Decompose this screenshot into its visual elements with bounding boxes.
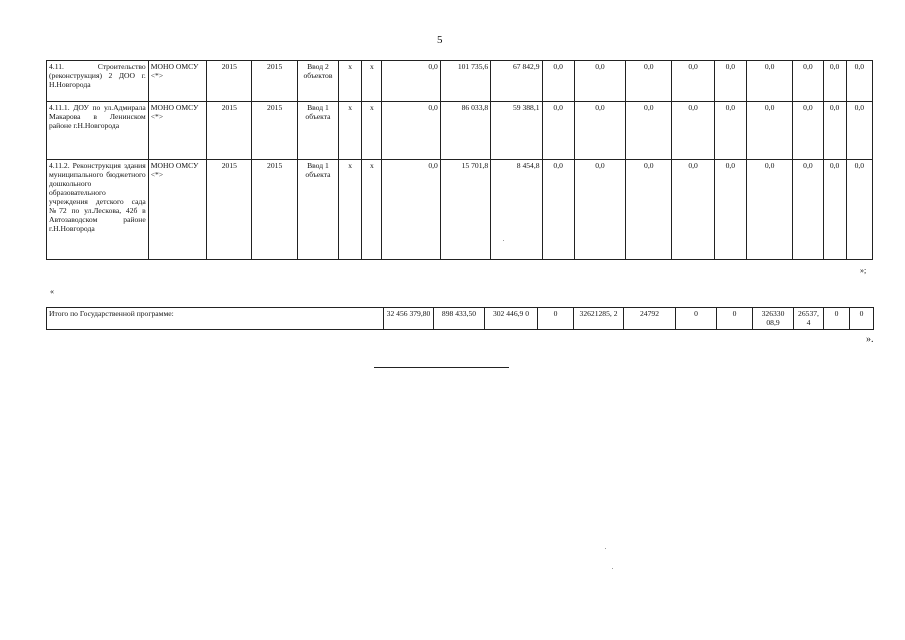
cell-value-cell: 0,0 [626,102,672,160]
cell-executor: МОНО ОМСУ <*> [148,102,206,160]
table-row [47,61,873,102]
scan-speck [503,240,504,241]
total-value-cell: 0 [717,308,753,330]
cell-value-cell: 0,0 [793,61,823,102]
table-closing-mark: »; [860,266,867,275]
cell-end-year: 2015 [252,102,297,160]
cell-indicator: Ввод 1 объекта [297,102,338,160]
cell-value-cell: 0,0 [714,102,746,160]
table-row [47,160,873,260]
cell-x-mark: x [362,102,382,160]
cell-value-cell: 0,0 [714,160,746,260]
separator-line [374,367,509,368]
cell-value-cell: 0,0 [574,102,625,160]
total-table [46,307,874,330]
cell-end-year: 2015 [252,61,297,102]
cell-start-year: 2015 [207,61,252,102]
cell-value-cell: 0,0 [714,61,746,102]
cell-name: 4.11.1. ДОУ по ул.Адмирала Макарова в Ленинском районе г.Н.Новгорода [47,102,149,160]
scan-speck [612,568,613,569]
total-value-cell: 0 [824,308,850,330]
total-value-cell: 26537, 4 [794,308,824,330]
cell-value-cell: 0,0 [382,61,440,102]
cell-executor: МОНО ОМСУ <*> [148,61,206,102]
cell-x-mark: x [362,61,382,102]
cell-start-year: 2015 [207,160,252,260]
cell-value-cell: 0,0 [846,61,872,102]
cell-value-cell: 0,0 [626,160,672,260]
program-activities-table [46,60,873,260]
cell-value-cell: 0,0 [626,61,672,102]
cell-value-cell: 86 033,8 [440,102,490,160]
cell-indicator: Ввод 1 объекта [297,160,338,260]
total-row [47,308,874,330]
cell-value-cell: 0,0 [672,160,714,260]
closing-quote: ». [866,334,874,345]
cell-end-year: 2015 [252,160,297,260]
total-value-cell: 24792 [624,308,676,330]
cell-x-mark: x [362,160,382,260]
cell-value-cell: 0,0 [382,160,440,260]
cell-value-cell: 101 735,6 [440,61,490,102]
cell-value-cell: 0,0 [574,61,625,102]
scan-speck [605,548,606,549]
cell-x-mark: x [339,102,362,160]
cell-value-cell: 0,0 [746,61,792,102]
cell-value-cell: 0,0 [542,160,574,260]
cell-value-cell: 59 388,1 [491,102,542,160]
total-value-cell: 32621285, 2 [574,308,624,330]
cell-value-cell: 0,0 [542,102,574,160]
cell-value-cell: 0,0 [823,160,846,260]
cell-start-year: 2015 [207,102,252,160]
cell-value-cell: 67 842,9 [491,61,542,102]
cell-x-mark: x [339,61,362,102]
total-value-cell: 32 456 379,80 [384,308,434,330]
cell-x-mark: x [339,160,362,260]
cell-name: 4.11. Строительство (реконструкция) 2 ДОО г. Н.Новгорода [47,61,149,102]
cell-value-cell: 0,0 [382,102,440,160]
cell-value-cell: 0,0 [846,160,872,260]
cell-value-cell: 0,0 [574,160,625,260]
total-value-cell: 326330 08,9 [753,308,794,330]
cell-value-cell: 8 454,8 [491,160,542,260]
cell-value-cell: 0,0 [793,102,823,160]
cell-value-cell: 0,0 [823,61,846,102]
total-value-cell: 0 [676,308,717,330]
cell-value-cell: 0,0 [846,102,872,160]
table-row [47,102,873,160]
cell-value-cell: 0,0 [793,160,823,260]
opening-quote: « [50,287,54,296]
cell-value-cell: 0,0 [542,61,574,102]
cell-executor: МОНО ОМСУ <*> [148,160,206,260]
total-value-cell: 302 446,9 0 [485,308,538,330]
total-value-cell: 0 [538,308,574,330]
cell-value-cell: 0,0 [672,61,714,102]
total-label: Итого по Государственной программе: [47,308,384,330]
cell-value-cell: 0,0 [746,160,792,260]
cell-indicator: Ввод 2 объектов [297,61,338,102]
cell-value-cell: 0,0 [672,102,714,160]
cell-value-cell: 0,0 [746,102,792,160]
cell-value-cell: 15 701,8 [440,160,490,260]
cell-name: 4.11.2. Реконструкция здания муниципального бюджетного дошкольного образовательного учреждения детского сада №72 по ул.Лескова, 42б в Автозаводском районе г.Н.Новгорода [47,160,149,260]
page-number: 5 [437,34,443,46]
total-value-cell: 0 [850,308,874,330]
cell-value-cell: 0,0 [823,102,846,160]
total-value-cell: 898 433,50 [434,308,485,330]
